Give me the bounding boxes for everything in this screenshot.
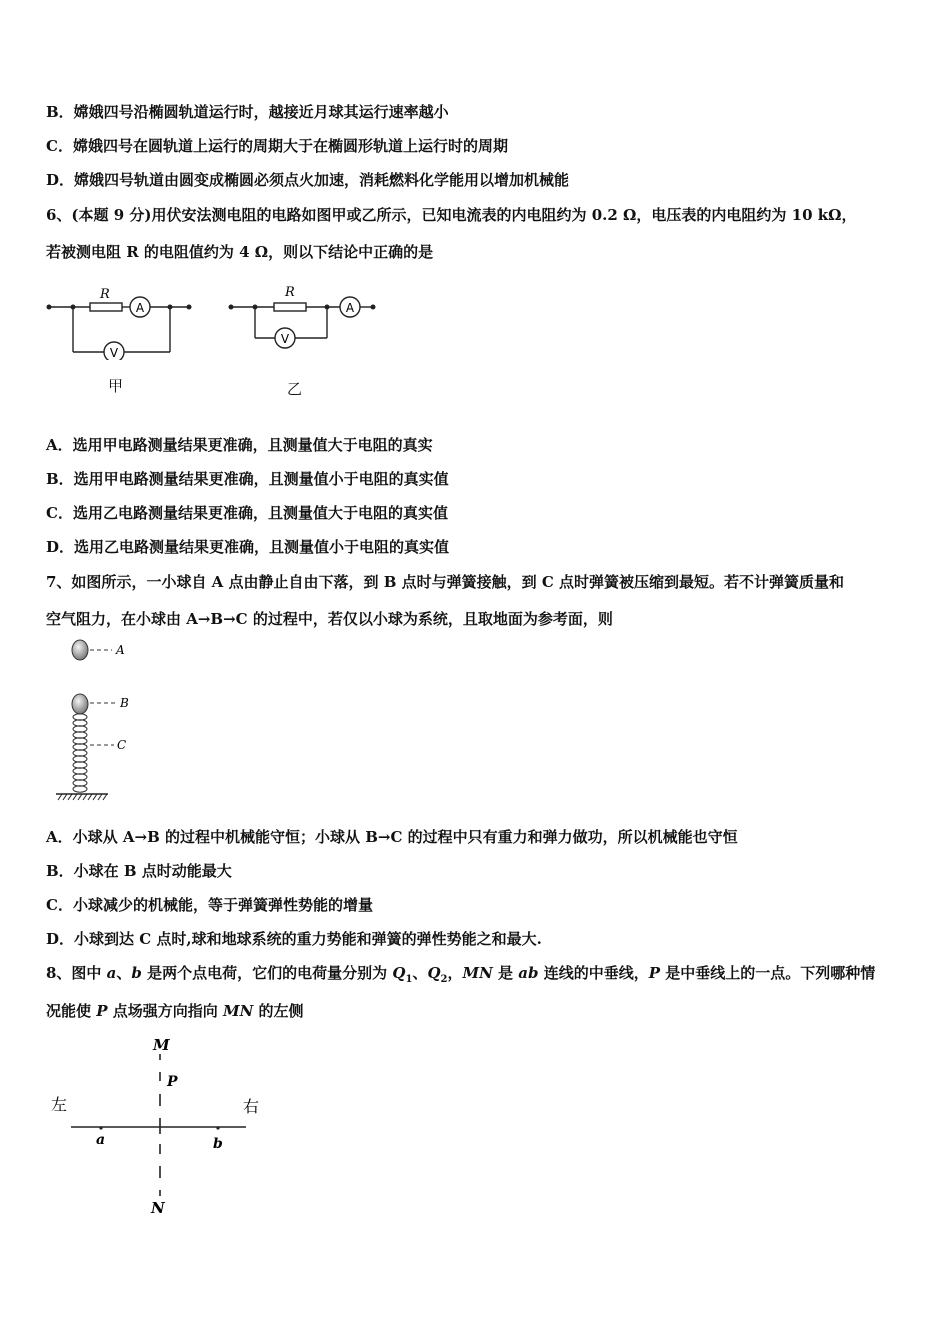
jia-voltmeter-icon: V: [109, 346, 119, 360]
q7-option-b: B．小球在 B 点时动能最大: [46, 862, 232, 880]
fig-a-label: a: [96, 1132, 106, 1148]
charge-a-icon: [99, 1126, 102, 1129]
circuit-jia-figure: [44, 280, 204, 360]
q6-option-b: B．选用甲电路测量结果更准确，且测量值小于电阻的真实值: [46, 470, 449, 488]
q5-option-b: B．嫦娥四号沿椭圆轨道运行时，越接近月球其运行速率越小: [46, 103, 449, 121]
fig-n-label: N: [151, 1199, 165, 1217]
fig-m-label: M: [153, 1036, 170, 1054]
jia-resistor-label: R: [100, 287, 110, 302]
circuit-jia-label: 甲: [108, 377, 124, 395]
q7-stem-line-2: 空气阻力，在小球由 A→B→C 的过程中，若仅以小球为系统，且取地面为参考面，则: [46, 610, 613, 628]
ball-at-a-icon: [72, 640, 88, 660]
q7-option-a: A．小球从 A→B 的过程中机械能守恒；小球从 B→C 的过程中只有重力和弹力做功，所以机械能也守恒: [46, 828, 738, 846]
q8-stem-line-1: 8、图中 a、b 是两个点电荷，它们的电荷量分别为 $Q_1$、$Q_2$，MN 是 ab 连线的中垂线，P 是中垂线上的一点。下列哪种情: [46, 964, 876, 985]
fig-b-label: b: [213, 1136, 223, 1152]
yi-voltmeter-icon: V: [280, 332, 290, 346]
circuit-yi-label: 乙: [287, 380, 303, 398]
ground-hatch-icon: [58, 794, 107, 800]
fig-left-label: 左: [51, 1095, 68, 1114]
spring-icon: [73, 714, 87, 792]
q8-stem-line-2: 况能使 P 点场强方向指向 MN 的左侧: [46, 1002, 304, 1020]
charge-b-icon: [216, 1126, 219, 1129]
q6-stem-line-1: 6、(本题 9 分)用伏安法测电阻的电路如图甲或乙所示，已知电流表的内电阻约为 0.2 Ω，电压表的内电阻约为 10 kΩ，: [46, 206, 857, 224]
ball-at-b-icon: [72, 694, 88, 714]
q6-option-a: A．选用甲电路测量结果更准确，且测量值大于电阻的真实: [46, 436, 433, 454]
yi-resistor-label: R: [285, 285, 295, 300]
q5-option-c: C．嫦娥四号在圆轨道上运行的周期大于在椭圆形轨道上运行时的周期: [46, 137, 508, 155]
q7-option-d: D．小球到达 C 点时,球和地球系统的重力势能和弹簧的弹性势能之和最大.: [46, 930, 542, 948]
fig-right-label: 右: [243, 1097, 260, 1116]
circuit-yi-figure: [226, 280, 386, 360]
spring-ball-figure: [50, 636, 150, 806]
q6-option-d: D．选用乙电路测量结果更准确，且测量值小于电阻的真实值: [46, 538, 450, 556]
point-a-label: A: [116, 643, 125, 657]
q7-option-c: C．小球减少的机械能，等于弹簧弹性势能的增量: [46, 896, 373, 914]
point-b-label: B: [120, 696, 129, 710]
point-c-label: C: [117, 738, 127, 752]
q6-option-c: C．选用乙电路测量结果更准确，且测量值大于电阻的真实值: [46, 504, 448, 522]
fig-p-label: P: [167, 1074, 178, 1090]
yi-ammeter-icon: A: [345, 301, 355, 315]
field-figure: [46, 1030, 286, 1220]
q5-option-d: D．嫦娥四号轨道由圆变成椭圆必须点火加速，消耗燃料化学能用以增加机械能: [46, 171, 570, 189]
q6-stem-line-2: 若被测电阻 R 的电阻值约为 4 Ω，则以下结论中正确的是: [46, 243, 434, 261]
jia-ammeter-icon: A: [135, 301, 145, 315]
q7-stem-line-1: 7、如图所示，一小球自 A 点由静止自由下落，到 B 点时与弹簧接触，到 C 点时弹簧被压缩到最短。若不计弹簧质量和: [46, 573, 845, 591]
